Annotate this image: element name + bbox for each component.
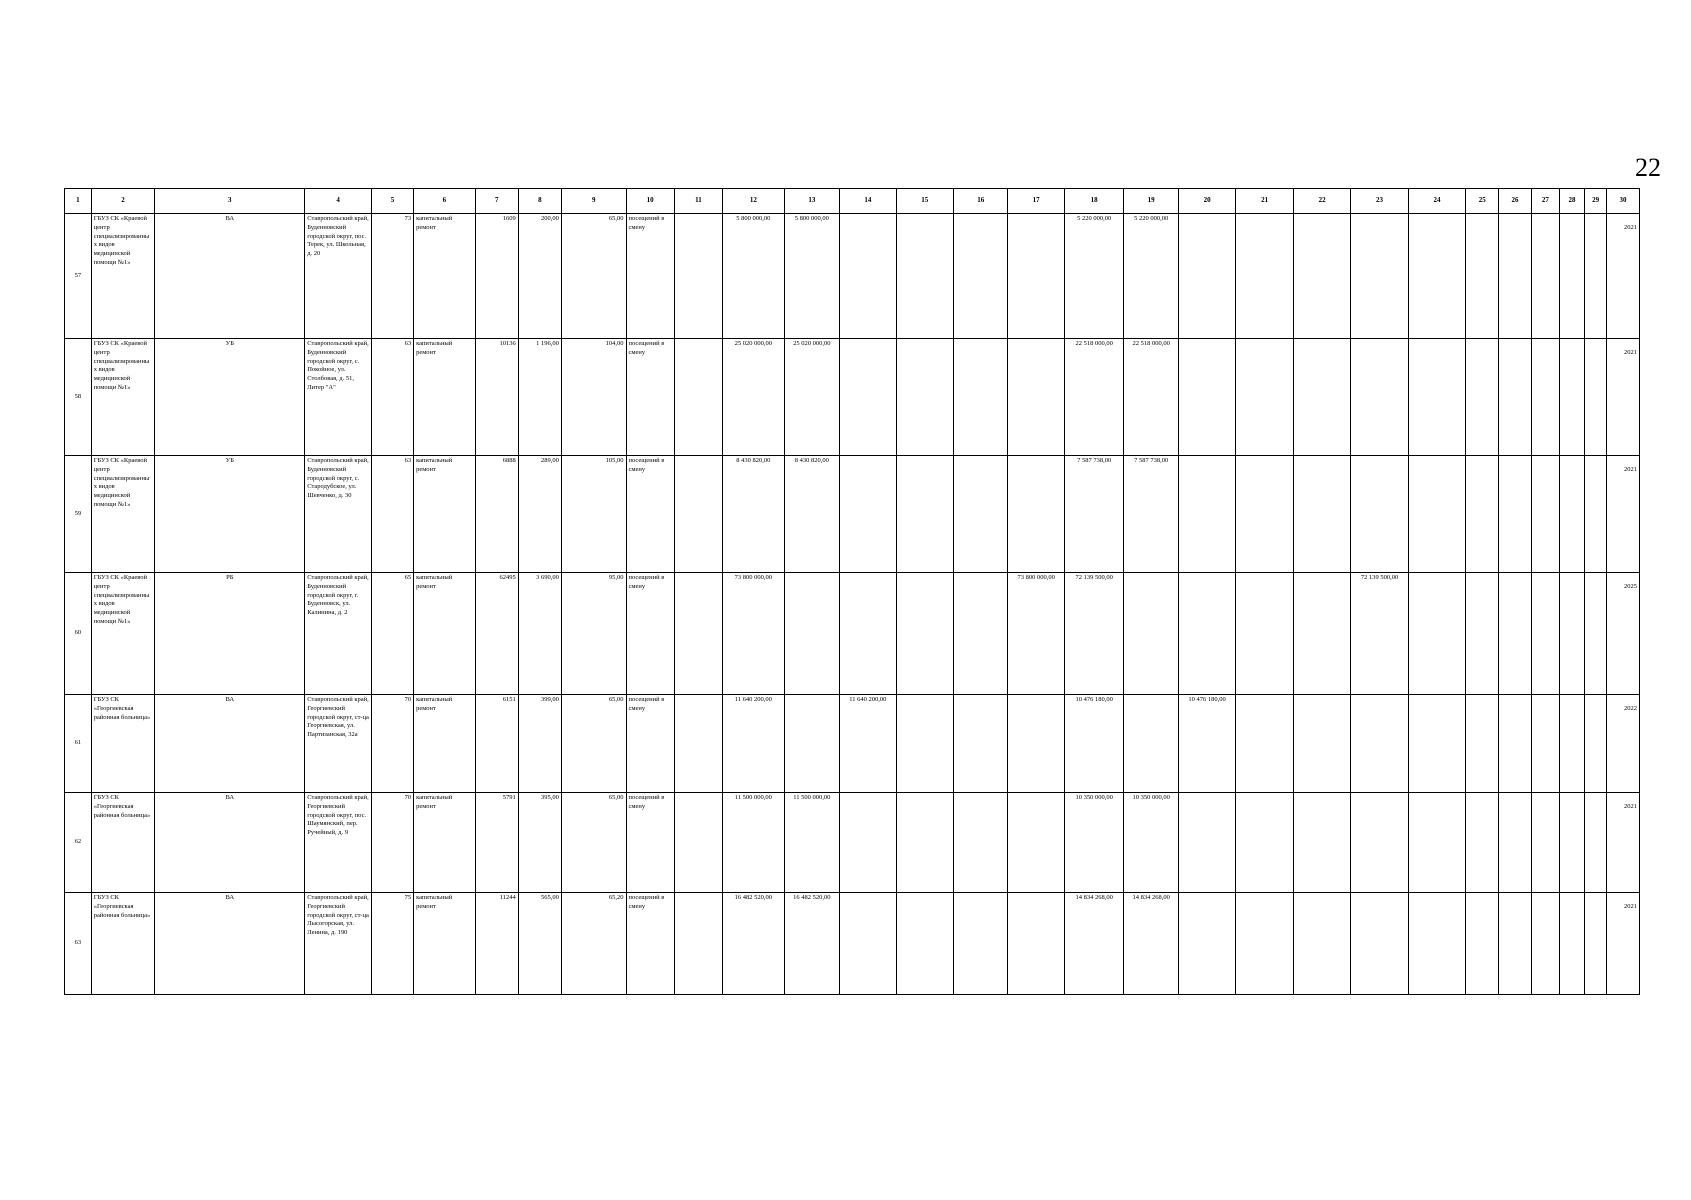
cell-col-16 — [954, 214, 1008, 339]
cell-col-13 — [784, 695, 839, 793]
cell-col-20 — [1178, 214, 1235, 339]
cell-col-27 — [1531, 456, 1559, 573]
cell-col-15 — [896, 893, 953, 995]
column-header-20: 20 — [1178, 189, 1235, 214]
cell-col-2: ГБУЗ СК «Георгиевская районная больница» — [91, 793, 155, 893]
cell-col-4: Ставропольский край, Георгиевский городской округ, пос. Шаумянский, пер. Ручейный, д. 9 — [305, 793, 372, 893]
cell-col-19 — [1124, 573, 1178, 695]
cell-col-17 — [1008, 339, 1064, 456]
column-header-10: 10 — [626, 189, 674, 214]
cell-col-5: 70 — [371, 793, 413, 893]
cell-col-20 — [1178, 793, 1235, 893]
cell-col-11 — [674, 573, 722, 695]
cell-col-26 — [1499, 793, 1532, 893]
cell-col-16 — [954, 456, 1008, 573]
cell-col-8: 399,00 — [518, 695, 561, 793]
cell-col-14 — [840, 793, 896, 893]
data-table — [64, 188, 1640, 995]
cell-col-18: 14 834 268,00 — [1064, 893, 1124, 995]
column-header-12: 12 — [723, 189, 785, 214]
cell-col-7: 11244 — [475, 893, 518, 995]
column-header-27: 27 — [1531, 189, 1559, 214]
cell-col-27 — [1531, 793, 1559, 893]
column-header-29: 29 — [1585, 189, 1607, 214]
cell-col-29 — [1585, 793, 1607, 893]
cell-col-2: ГБУЗ СК «Георгиевская районная больница» — [91, 695, 155, 793]
cell-col-24 — [1408, 573, 1465, 695]
cell-col-1: 57 — [65, 214, 92, 339]
column-header-3: 3 — [155, 189, 305, 214]
cell-col-10: посещений в смену — [626, 339, 674, 456]
cell-col-8: 3 690,00 — [518, 573, 561, 695]
cell-col-19: 10 350 000,00 — [1124, 793, 1178, 893]
cell-col-7: 6888 — [475, 456, 518, 573]
cell-col-22 — [1293, 695, 1350, 793]
cell-col-28 — [1559, 893, 1585, 995]
cell-col-25 — [1466, 793, 1499, 893]
cell-col-26 — [1499, 695, 1532, 793]
cell-col-23 — [1351, 214, 1408, 339]
cell-col-18: 10 476 180,00 — [1064, 695, 1124, 793]
cell-col-15 — [896, 339, 953, 456]
cell-col-24 — [1408, 339, 1465, 456]
cell-col-21 — [1236, 695, 1293, 793]
cell-col-18: 5 220 000,00 — [1064, 214, 1124, 339]
cell-col-6: капитальный ремонт — [414, 339, 476, 456]
cell-col-13: 16 482 520,00 — [784, 893, 839, 995]
column-header-11: 11 — [674, 189, 722, 214]
cell-col-13: 8 430 820,00 — [784, 456, 839, 573]
cell-col-6: капитальный ремонт — [414, 573, 476, 695]
cell-col-27 — [1531, 339, 1559, 456]
cell-col-16 — [954, 695, 1008, 793]
cell-col-3: ВА — [155, 793, 305, 893]
cell-col-30: 2021 — [1606, 339, 1639, 456]
cell-col-25 — [1466, 893, 1499, 995]
cell-col-4: Ставропольский край, Буденновский городской округ, г. Буденновск, ул. Калинина, д. 2 — [305, 573, 372, 695]
cell-col-27 — [1531, 893, 1559, 995]
cell-col-30: 2021 — [1606, 214, 1639, 339]
cell-col-17 — [1008, 456, 1064, 573]
cell-col-19: 7 587 738,00 — [1124, 456, 1178, 573]
cell-col-18: 7 587 738,00 — [1064, 456, 1124, 573]
cell-col-11 — [674, 456, 722, 573]
cell-col-28 — [1559, 456, 1585, 573]
cell-col-3: УБ — [155, 456, 305, 573]
cell-col-21 — [1236, 893, 1293, 995]
cell-col-27 — [1531, 214, 1559, 339]
cell-col-4: Ставропольский край, Буденновский городской округ, с. Стародубское, ул. Шевченко, д. 30 — [305, 456, 372, 573]
cell-col-28 — [1559, 214, 1585, 339]
cell-col-21 — [1236, 793, 1293, 893]
cell-col-2: ГБУЗ СК «Краевой центр специализированных видов медицинской помощи №1» — [91, 456, 155, 573]
cell-col-23 — [1351, 456, 1408, 573]
column-header-18: 18 — [1064, 189, 1124, 214]
cell-col-9: 65,00 — [561, 793, 626, 893]
column-number-row — [65, 189, 1640, 214]
cell-col-25 — [1466, 695, 1499, 793]
cell-col-10: посещений в смену — [626, 456, 674, 573]
column-header-21: 21 — [1236, 189, 1293, 214]
cell-col-1: 58 — [65, 339, 92, 456]
cell-col-6: капитальный ремонт — [414, 893, 476, 995]
cell-col-7: 62495 — [475, 573, 518, 695]
cell-col-9: 105,00 — [561, 456, 626, 573]
cell-col-13: 25 020 000,00 — [784, 339, 839, 456]
cell-col-16 — [954, 893, 1008, 995]
column-header-30: 30 — [1606, 189, 1639, 214]
cell-col-9: 95,00 — [561, 573, 626, 695]
cell-col-15 — [896, 793, 953, 893]
column-header-13: 13 — [784, 189, 839, 214]
cell-col-29 — [1585, 893, 1607, 995]
cell-col-24 — [1408, 456, 1465, 573]
cell-col-12: 5 800 000,00 — [723, 214, 785, 339]
column-header-2: 2 — [91, 189, 155, 214]
column-header-19: 19 — [1124, 189, 1178, 214]
cell-col-1: 63 — [65, 893, 92, 995]
cell-col-15 — [896, 573, 953, 695]
cell-col-30: 2022 — [1606, 695, 1639, 793]
table-row — [65, 339, 1640, 456]
cell-col-19 — [1124, 695, 1178, 793]
cell-col-5: 63 — [371, 339, 413, 456]
cell-col-28 — [1559, 695, 1585, 793]
cell-col-8: 200,00 — [518, 214, 561, 339]
cell-col-18: 72 139 500,00 — [1064, 573, 1124, 695]
column-header-9: 9 — [561, 189, 626, 214]
cell-col-11 — [674, 793, 722, 893]
column-header-22: 22 — [1293, 189, 1350, 214]
cell-col-12: 73 800 000,00 — [723, 573, 785, 695]
cell-col-4: Ставропольский край, Георгиевский городской округ, ст-ца Георгиевская, ул. Партизанская, 32а — [305, 695, 372, 793]
cell-col-20 — [1178, 339, 1235, 456]
table-row — [65, 214, 1640, 339]
cell-col-18: 10 350 000,00 — [1064, 793, 1124, 893]
cell-col-27 — [1531, 573, 1559, 695]
cell-col-15 — [896, 214, 953, 339]
cell-col-7: 1609 — [475, 214, 518, 339]
cell-col-21 — [1236, 214, 1293, 339]
cell-col-20 — [1178, 573, 1235, 695]
cell-col-11 — [674, 339, 722, 456]
cell-col-26 — [1499, 573, 1532, 695]
cell-col-3: ВА — [155, 695, 305, 793]
cell-col-17 — [1008, 793, 1064, 893]
cell-col-24 — [1408, 893, 1465, 995]
cell-col-26 — [1499, 214, 1532, 339]
cell-col-13 — [784, 573, 839, 695]
cell-col-2: ГБУЗ СК «Краевой центр специализированных видов медицинской помощи №1» — [91, 339, 155, 456]
cell-col-20: 10 476 180,00 — [1178, 695, 1235, 793]
cell-col-3: РБ — [155, 573, 305, 695]
cell-col-4: Ставропольский край, Буденновский городской округ, с. Покойное, ул. Столбовая, д. 51, Литер "А" — [305, 339, 372, 456]
cell-col-23: 72 139 500,00 — [1351, 573, 1408, 695]
cell-col-30: 2021 — [1606, 793, 1639, 893]
cell-col-11 — [674, 893, 722, 995]
cell-col-14 — [840, 573, 896, 695]
cell-col-9: 65,00 — [561, 214, 626, 339]
cell-col-17 — [1008, 893, 1064, 995]
cell-col-1: 59 — [65, 456, 92, 573]
cell-col-5: 73 — [371, 214, 413, 339]
cell-col-19: 5 220 000,00 — [1124, 214, 1178, 339]
cell-col-30: 2025 — [1606, 573, 1639, 695]
cell-col-7: 6151 — [475, 695, 518, 793]
cell-col-14 — [840, 456, 896, 573]
cell-col-2: ГБУЗ СК «Краевой центр специализированных видов медицинской помощи №1» — [91, 573, 155, 695]
cell-col-21 — [1236, 573, 1293, 695]
cell-col-8: 565,00 — [518, 893, 561, 995]
cell-col-25 — [1466, 339, 1499, 456]
cell-col-7: 10136 — [475, 339, 518, 456]
cell-col-14 — [840, 339, 896, 456]
cell-col-5: 65 — [371, 573, 413, 695]
cell-col-16 — [954, 339, 1008, 456]
cell-col-10: посещений в смену — [626, 573, 674, 695]
cell-col-1: 61 — [65, 695, 92, 793]
cell-col-6: капитальный ремонт — [414, 695, 476, 793]
cell-col-12: 11 500 000,00 — [723, 793, 785, 893]
column-header-28: 28 — [1559, 189, 1585, 214]
cell-col-17: 73 800 000,00 — [1008, 573, 1064, 695]
cell-col-6: капитальный ремонт — [414, 456, 476, 573]
cell-col-28 — [1559, 793, 1585, 893]
cell-col-25 — [1466, 573, 1499, 695]
cell-col-26 — [1499, 456, 1532, 573]
cell-col-22 — [1293, 573, 1350, 695]
cell-col-17 — [1008, 214, 1064, 339]
cell-col-22 — [1293, 456, 1350, 573]
cell-col-5: 63 — [371, 456, 413, 573]
column-header-7: 7 — [475, 189, 518, 214]
table-row — [65, 695, 1640, 793]
cell-col-26 — [1499, 893, 1532, 995]
cell-col-16 — [954, 793, 1008, 893]
cell-col-28 — [1559, 573, 1585, 695]
cell-col-23 — [1351, 339, 1408, 456]
column-header-23: 23 — [1351, 189, 1408, 214]
cell-col-19: 22 518 000,00 — [1124, 339, 1178, 456]
cell-col-3: УБ — [155, 339, 305, 456]
cell-col-14 — [840, 214, 896, 339]
cell-col-12: 25 020 000,00 — [723, 339, 785, 456]
cell-col-28 — [1559, 339, 1585, 456]
cell-col-23 — [1351, 695, 1408, 793]
cell-col-1: 62 — [65, 793, 92, 893]
cell-col-16 — [954, 573, 1008, 695]
cell-col-8: 1 196,00 — [518, 339, 561, 456]
cell-col-29 — [1585, 456, 1607, 573]
cell-col-5: 70 — [371, 695, 413, 793]
cell-col-20 — [1178, 456, 1235, 573]
cell-col-3: ВА — [155, 214, 305, 339]
cell-col-24 — [1408, 793, 1465, 893]
cell-col-6: капитальный ремонт — [414, 793, 476, 893]
table-row — [65, 573, 1640, 695]
cell-col-4: Ставропольский край, Буденновский городской округ, пос. Терек, ул. Школьная, д. 20 — [305, 214, 372, 339]
cell-col-14 — [840, 893, 896, 995]
cell-col-21 — [1236, 339, 1293, 456]
cell-col-3: ВА — [155, 893, 305, 995]
cell-col-9: 65,00 — [561, 695, 626, 793]
cell-col-12: 16 482 520,00 — [723, 893, 785, 995]
cell-col-13: 5 800 000,00 — [784, 214, 839, 339]
column-header-14: 14 — [840, 189, 896, 214]
cell-col-6: капитальный ремонт — [414, 214, 476, 339]
cell-col-25 — [1466, 456, 1499, 573]
cell-col-7: 5791 — [475, 793, 518, 893]
cell-col-11 — [674, 695, 722, 793]
cell-col-5: 75 — [371, 893, 413, 995]
column-header-6: 6 — [414, 189, 476, 214]
cell-col-8: 289,00 — [518, 456, 561, 573]
cell-col-15 — [896, 456, 953, 573]
table-row — [65, 793, 1640, 893]
cell-col-12: 8 430 820,00 — [723, 456, 785, 573]
cell-col-30: 2021 — [1606, 893, 1639, 995]
column-header-17: 17 — [1008, 189, 1064, 214]
cell-col-22 — [1293, 793, 1350, 893]
cell-col-1: 60 — [65, 573, 92, 695]
cell-col-18: 22 518 000,00 — [1064, 339, 1124, 456]
cell-col-19: 14 834 268,00 — [1124, 893, 1178, 995]
cell-col-9: 65,20 — [561, 893, 626, 995]
cell-col-29 — [1585, 695, 1607, 793]
column-header-1: 1 — [65, 189, 92, 214]
column-header-8: 8 — [518, 189, 561, 214]
cell-col-2: ГБУЗ СК «Краевой центр специализированных видов медицинской помощи №1» — [91, 214, 155, 339]
table-row — [65, 456, 1640, 573]
column-header-26: 26 — [1499, 189, 1532, 214]
cell-col-24 — [1408, 695, 1465, 793]
column-header-5: 5 — [371, 189, 413, 214]
cell-col-14: 11 640 200,00 — [840, 695, 896, 793]
cell-col-17 — [1008, 695, 1064, 793]
cell-col-24 — [1408, 214, 1465, 339]
cell-col-8: 395,00 — [518, 793, 561, 893]
cell-col-15 — [896, 695, 953, 793]
cell-col-10: посещений в смену — [626, 793, 674, 893]
cell-col-9: 104,00 — [561, 339, 626, 456]
cell-col-10: посещений в смену — [626, 695, 674, 793]
column-header-4: 4 — [305, 189, 372, 214]
cell-col-11 — [674, 214, 722, 339]
cell-col-22 — [1293, 214, 1350, 339]
cell-col-23 — [1351, 793, 1408, 893]
cell-col-22 — [1293, 339, 1350, 456]
cell-col-29 — [1585, 214, 1607, 339]
cell-col-29 — [1585, 573, 1607, 695]
cell-col-13: 11 500 000,00 — [784, 793, 839, 893]
cell-col-20 — [1178, 893, 1235, 995]
column-header-16: 16 — [954, 189, 1008, 214]
cell-col-21 — [1236, 456, 1293, 573]
table-row — [65, 893, 1640, 995]
cell-col-10: посещений в смену — [626, 893, 674, 995]
cell-col-10: посещений в смену — [626, 214, 674, 339]
column-header-24: 24 — [1408, 189, 1465, 214]
page-number: 22 — [1635, 153, 1661, 182]
cell-col-2: ГБУЗ СК «Георгиевская районная больница» — [91, 893, 155, 995]
cell-col-25 — [1466, 214, 1499, 339]
column-header-15: 15 — [896, 189, 953, 214]
cell-col-27 — [1531, 695, 1559, 793]
cell-col-4: Ставропольский край, Георгиевский городской округ, ст-ца Лысогорская, ул. Ленина, д. 190 — [305, 893, 372, 995]
cell-col-23 — [1351, 893, 1408, 995]
cell-col-26 — [1499, 339, 1532, 456]
cell-col-30: 2021 — [1606, 456, 1639, 573]
cell-col-12: 11 640 200,00 — [723, 695, 785, 793]
cell-col-22 — [1293, 893, 1350, 995]
column-header-25: 25 — [1466, 189, 1499, 214]
cell-col-29 — [1585, 339, 1607, 456]
